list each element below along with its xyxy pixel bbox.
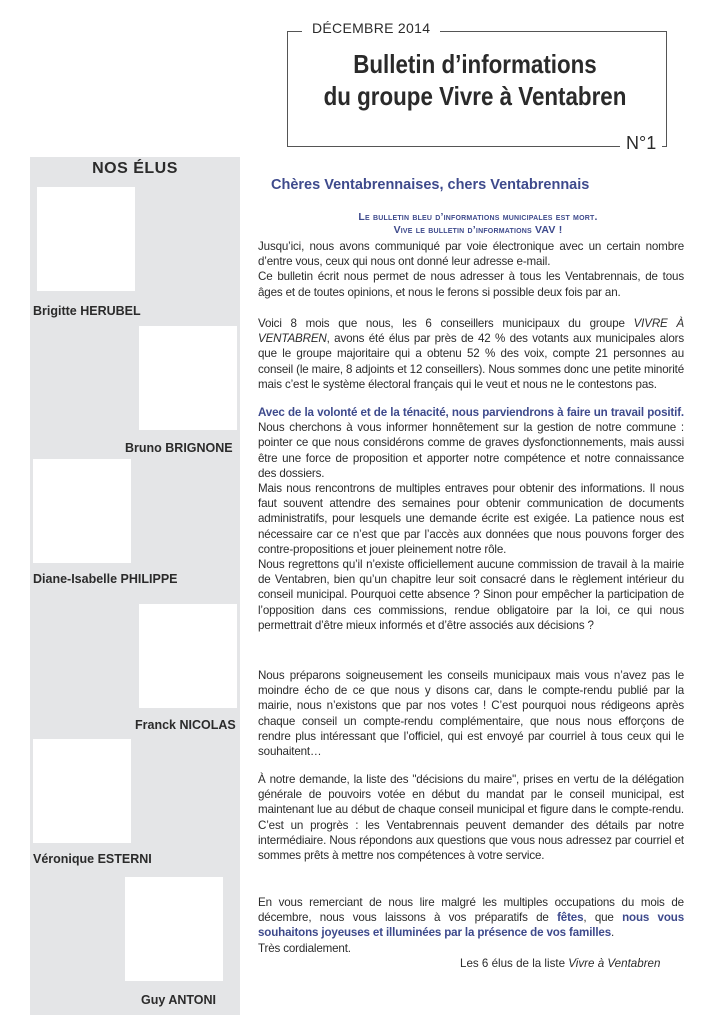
elu-name: Véronique ESTERNI (33, 852, 152, 866)
greeting-heading: Chères Ventabrennaises, chers Ventabrennais (271, 177, 590, 193)
paragraph-text: , que (583, 911, 623, 925)
issue-number: N°1 (620, 133, 662, 154)
title-line-1: Bulletin d’informations (353, 49, 597, 79)
paragraph-text: Mais nous rencontrons de multiples entraves pour obtenir des informations. Il nous faut souvent attendre des semaines pour obtenir communication de documents administratifs, pour lesquels une demande écrite est exigée. La patience nous est nécessaire car ce n’est que par l’accès aux données que nous pouvons forger des contre-propositions et jouer pleinement notre rôle. (258, 482, 684, 556)
bulletin-title (320, 48, 630, 112)
paragraph (258, 316, 684, 392)
signature-text: Les 6 élus de la liste (460, 957, 569, 970)
paragraph (258, 405, 684, 633)
highlight-text: fêtes (557, 911, 584, 925)
paragraph (258, 772, 684, 863)
lead-text (258, 211, 698, 237)
highlight-text: Avec de la volonté et de la ténacité, nous parviendrons à faire un travail positif. (258, 406, 684, 419)
closing-text: Très cordialement. (258, 941, 351, 955)
photo-placeholder (125, 877, 223, 981)
photo-placeholder (139, 326, 237, 430)
signature-line (460, 957, 660, 970)
paragraph (258, 668, 684, 759)
photo-placeholder (139, 604, 237, 708)
paragraph-text: . (611, 926, 615, 940)
sidebar-title: NOS ÉLUS (92, 160, 178, 177)
elu-name: Bruno BRIGNONE (125, 441, 233, 455)
paragraph (258, 895, 684, 956)
paragraph-text: Voici 8 mois que nous, les 6 conseillers municipaux du groupe (258, 317, 634, 330)
photo-placeholder (37, 187, 135, 291)
issue-date: DÉCEMBRE 2014 (302, 20, 440, 36)
elu-name: Franck NICOLAS (135, 718, 236, 732)
paragraph-text: Nous préparons soigneusement les conseils municipaux mais vous n’avez pas le moindre écho de ce que nous y disons car, dans le compte-rendu publié par la mairie, nous n’existons que par nos votes ! C’est pourquoi nous rédigeons après chaque conseil un compte-rendu complémentaire, que nous nous efforçons de rendre plus intéressant que l’officiel, qui est envoyé par courriel à tous ceux qui le souhaitent… (258, 669, 684, 759)
title-line-2: du groupe Vivre à Ventabren (323, 81, 627, 111)
paragraph-text: Nous cherchons à vous informer honnêtement sur la gestion de notre commune : pointer ce que nous considérons comme de graves dysfonctionnements, mais aussi être une force de proposition et apporter notre compétence et notre connaissance des dossiers. (258, 421, 684, 480)
paragraph-text: Nous regrettons qu’il n’existe officiellement aucune commission de travail à la mairie de Ventabren, bien qu’un chapitre leur soit consacré dans le règlement intérieur du conseil municipal. Pourquoi cette absence ? Sinon pour empêcher la participation de l’opposition dans ces commissions, rendue obligatoire par la loi, ce qui nous permettrait d’être mieux informés et d’être associés aux décisions ? (258, 558, 684, 632)
signature-list-name: Vivre à Ventabren (568, 957, 661, 970)
group-name: VIVRE À VENTABREN (258, 317, 684, 346)
lead-line-2: Vive le bulletin d’informations VAV ! (393, 224, 563, 236)
paragraph-text: À notre demande, la liste des "décisions du maire", prises en vertu de la délégation générale de pouvoirs votée en début du mandat par le conseil municipal, est maintenant lue au début de chaque conseil municipal et figure dans le compte-rendu. C’est un progrès : les Ventabrennais peuvent demander des détails par notre intermédiaire. Nous répondons aux questions que vous nous adressez par courriel et sommes prêts à mettre nos compétences à votre service. (258, 773, 684, 863)
photo-placeholder (33, 739, 131, 843)
photo-placeholder (33, 459, 131, 563)
elu-name: Guy ANTONI (141, 993, 217, 1007)
paragraph-text: Ce bulletin écrit nous permet de nous adresser à tous les Ventabrennais, de tous âges et de toutes opinions, et nous le ferons si possible deux fois par an. (258, 270, 684, 299)
paragraph-text: Jusqu’ici, nous avons communiqué par voie électronique avec un certain nombre d’entre vous, ceux qui nous ont donné leur adresse e-mail. (258, 240, 684, 269)
elu-name: Brigitte HERUBEL (33, 304, 141, 318)
elu-name: Diane-Isabelle PHILIPPE (33, 572, 178, 586)
lead-line-1: Le bulletin bleu d’informations municipales est mort. (358, 211, 598, 223)
highlight-text: nous vous souhaitons joyeuses et illuminées par la présence de vos familles (258, 911, 685, 940)
paragraph-text: , avons été élus par près de 42 % des votants aux municipales alors que le groupe majoritaire qui a obtenu 52 % des voix, compte 21 personnes au conseil (le maire, 8 adjoints et 12 conseillers). Nous sommes donc une petite minorité mais c’est le système électoral français qui le veut et nous ne le contestons pas. (258, 332, 684, 391)
paragraph-text: En vous remerciant de nous lire malgré les multiples occupations du mois de décembre, nous vous laissons à vos préparatifs de (258, 896, 684, 925)
paragraph (258, 239, 684, 300)
